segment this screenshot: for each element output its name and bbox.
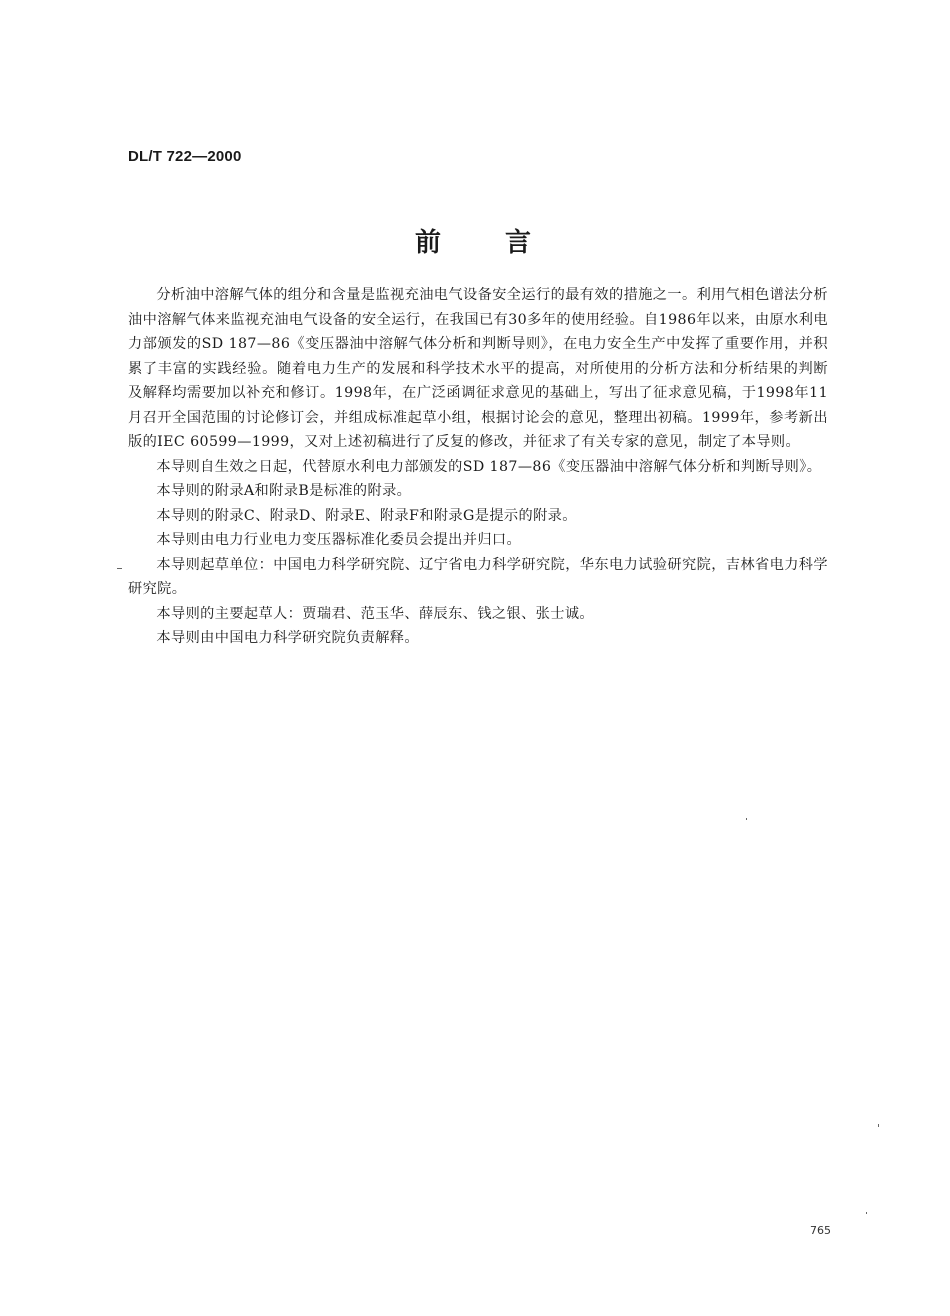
paragraph-normative-annexes: 本导则的附录A和附录B是标准的附录。	[156, 483, 412, 499]
standard-code: DL/T 722—2000	[128, 148, 242, 165]
paragraph-drafters: 本导则的主要起草人：贾瑞君、范玉华、薛辰东、钱之银、张士诚。	[156, 605, 595, 622]
paragraph-informative-annexes: 本导则的附录C、附录D、附录E、附录F和附录G是提示的附录。	[156, 507, 577, 524]
scan-speck	[878, 1124, 879, 1127]
title-char-1: 前	[414, 228, 445, 258]
scan-speck	[117, 568, 122, 569]
scan-speck	[866, 1212, 867, 1214]
paragraph-drafting-units: 本导则起草单位：中国电力科学研究院、辽宁省电力科学研究院，华东电力试验研究院，吉林省电力科学研究院。	[128, 556, 828, 597]
foreword-body	[128, 283, 828, 651]
paragraph-proposer: 本导则由电力行业电力变压器标准化委员会提出并归口。	[156, 532, 522, 548]
page-title	[0, 222, 950, 259]
paragraph-replacement: 本导则自生效之日起，代替原水利电力部颁发的SD 187—86《变压器油中溶解气体分析和判断导则》。	[156, 458, 822, 475]
page-number: 765	[810, 1224, 831, 1237]
title-char-2: 言	[505, 228, 536, 258]
paragraph-intro: 分析油中溶解气体的组分和含量是监视充油电气设备安全运行的最有效的措施之一。利用气相色谱法分析油中溶解气体来监视充油电气设备的安全运行，在我国已有30多年的使用经验。自1986年以来，由原水利电力部颁发的SD 187—86《变压器油中溶解气体分析和判断导则》，在电力安全生产中发挥了重要作用，并积累了丰富的实践经验。随着电力生产的发展和科学技术水平的提高，对所使用的分析方法和分析结果的判断及解释均需要加以补充和修订。1998年，在广泛函调征求意见的基础上，写出了征求意见稿，于1998年11月召开全国范围的讨论修订会，并组成标准起草小组，根据讨论会的意见，整理出初稿。1999年，参考新出版的IEC 60599—1999，又对上述初稿进行了反复的修改，并征求了有关专家的意见，制定了本导则。	[128, 287, 828, 450]
paragraph-interpretation: 本导则由中国电力科学研究院负责解释。	[156, 630, 419, 646]
scan-speck	[746, 818, 747, 820]
